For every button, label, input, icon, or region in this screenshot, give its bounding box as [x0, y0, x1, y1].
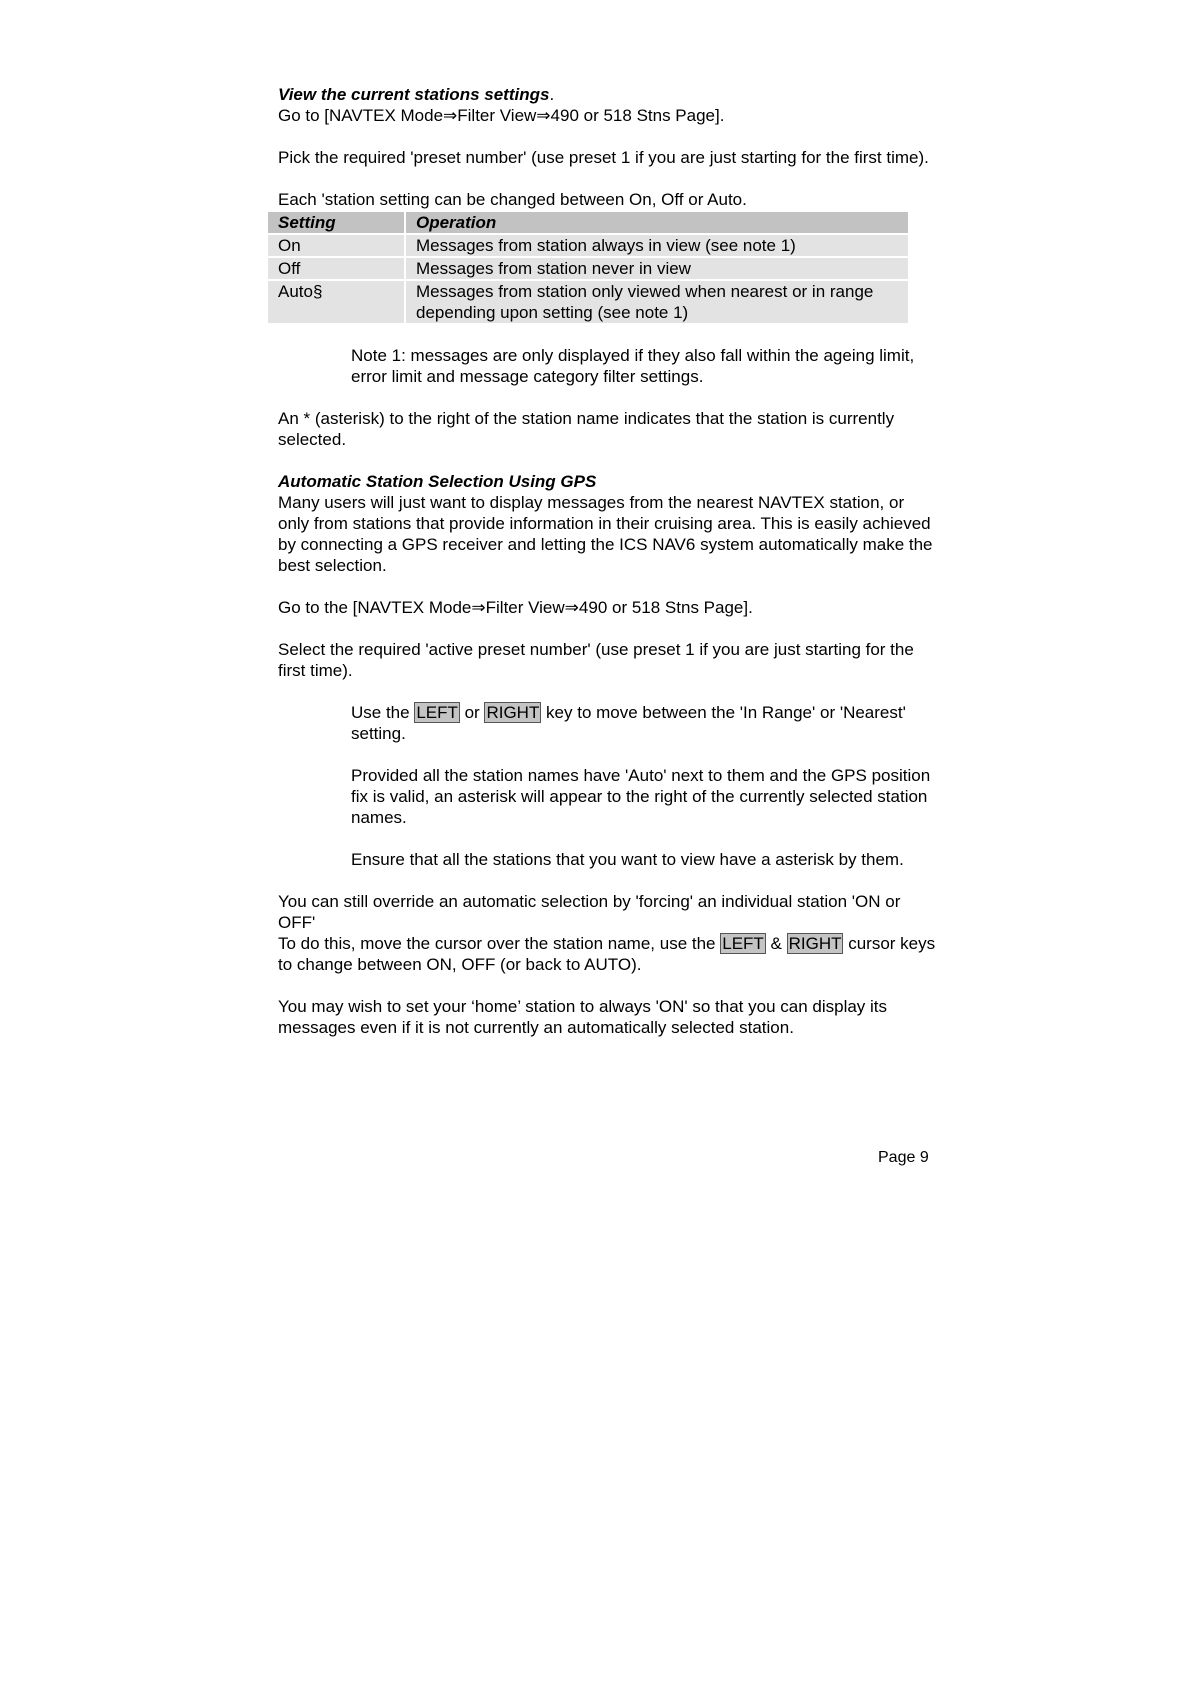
cell-setting: Off: [268, 258, 406, 279]
settings-table: [268, 210, 908, 325]
heading-suffix: .: [549, 85, 555, 104]
cell-setting: Auto§: [268, 281, 406, 323]
cell-operation: Messages from station only viewed when nearest or in range depending upon setting (see note 1): [406, 281, 908, 323]
asterisk-paragraph: An * (asterisk) to the right of the station name indicates that the station is currently selected.: [278, 409, 895, 449]
goto-instruction: Go to [NAVTEX Mode⇒Filter View⇒490 or 518 Stns Page].: [278, 106, 725, 125]
right-key-label: RIGHT: [788, 934, 842, 953]
header-setting: Setting: [268, 212, 406, 233]
section-heading-gps: Automatic Station Selection Using GPS: [278, 472, 597, 491]
use-or: or: [459, 703, 485, 722]
left-key-label: LEFT: [416, 703, 458, 722]
select-preset-paragraph: Select the required 'active preset number' (use preset 1 if you are just starting for the first time).: [278, 640, 914, 680]
document-page: [278, 84, 938, 1038]
todo-prefix: To do this, move the cursor over the station name, use the: [278, 934, 721, 953]
header-operation: Operation: [406, 212, 908, 233]
table-row: [268, 235, 908, 256]
override-paragraph: You can still override an automatic selection by 'forcing' an individual station 'ON or OFF': [278, 892, 901, 932]
gps-intro-paragraph: Many users will just want to display messages from the nearest NAVTEX station, or only from stations that provide information in their cruising area. This is easily achieved by connecting a GPS receiver and letting the ICS NAV6 system automatically make the best selection.: [278, 493, 933, 575]
section-heading-current-settings: [278, 84, 938, 105]
home-station-paragraph: You may wish to set your ‘home’ station to always 'ON' so that you can display its messages even if it is not currently an automatically selected station.: [278, 997, 888, 1037]
table-row: [268, 281, 908, 323]
pick-preset-paragraph: Pick the required 'preset number' (use preset 1 if you are just starting for the first time).: [278, 148, 929, 167]
note-1: Note 1: messages are only displayed if they also fall within the ageing limit, error limit and message category filter settings.: [351, 346, 915, 386]
use-prefix: Use the: [351, 703, 415, 722]
provided-paragraph: Provided all the station names have 'Auto' next to them and the GPS position fix is valid, an asterisk will appear to the right of the currently selected station names.: [351, 766, 931, 827]
todo-suffix: cursor keys to change between ON, OFF (or back to AUTO).: [278, 934, 936, 974]
gps-goto-instruction: Go to the [NAVTEX Mode⇒Filter View⇒490 or 518 Stns Page].: [278, 598, 753, 617]
right-key-label: RIGHT: [486, 703, 540, 722]
cell-operation: Messages from station never in view: [406, 258, 908, 279]
page-number: Page 9: [878, 1149, 929, 1166]
use-keys-paragraph: [351, 702, 938, 744]
station-setting-paragraph: Each 'station setting can be changed between On, Off or Auto.: [278, 190, 747, 209]
todo-paragraph: [278, 933, 938, 975]
left-key-label: LEFT: [722, 934, 764, 953]
table-row: [268, 258, 908, 279]
cell-setting: On: [268, 235, 406, 256]
ensure-paragraph: Ensure that all the stations that you want to view have a asterisk by them.: [351, 850, 904, 869]
heading-text: View the current stations settings: [278, 85, 550, 104]
todo-amp: &: [765, 934, 787, 953]
use-suffix: key to move between the 'In Range' or 'Nearest' setting.: [351, 703, 906, 743]
cell-operation: Messages from station always in view (see note 1): [406, 235, 908, 256]
table-header-row: [268, 212, 908, 233]
